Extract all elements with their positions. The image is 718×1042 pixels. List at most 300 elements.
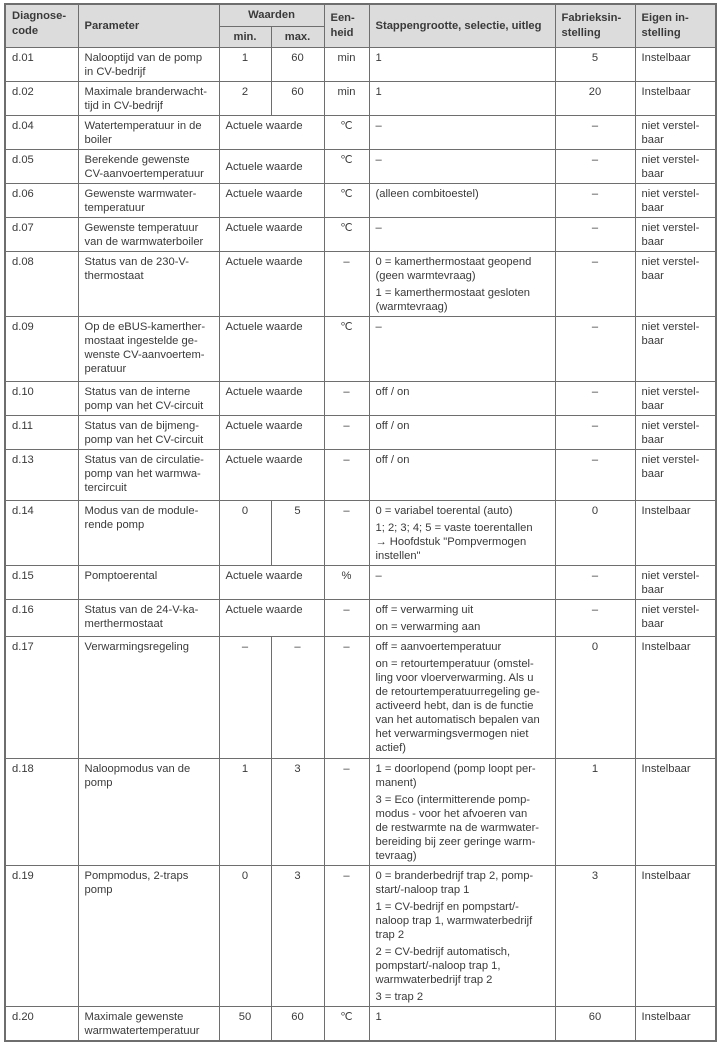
table-row [5,115,716,149]
cell-step-explanation [369,217,555,251]
cell-min: 0 [219,865,271,1006]
cell-parameter [78,81,219,115]
header-diagnose-code [5,4,78,47]
explanation-paragraph [376,221,549,235]
explanation-paragraph [376,286,549,314]
cell-unit: – [324,599,369,636]
explanation-line: trap 2 [375,928,405,941]
table-row [5,565,716,599]
explanation-line: on = verwarming aan [375,620,481,633]
cell-unit: – [324,415,369,449]
cell-own-setting [635,500,716,565]
explanation-line: – [375,153,382,166]
cell-max: 60 [271,81,324,115]
cell-unit: ℃ [324,149,369,183]
cell-step-explanation [369,758,555,865]
explanation-paragraph [376,900,549,942]
parameter-line: boiler [84,133,112,146]
explanation-paragraph [376,762,549,790]
cell-factory-setting: – [555,599,635,636]
cell-min: 1 [219,758,271,865]
cell-min: 1 [219,47,271,81]
header-stappengrootte: Stappengrootte, selectie, uitleg [369,4,555,47]
cell-actual-value: Actuele waarde [219,565,324,599]
parameter-line: Gewenste temperatuur [84,221,199,234]
own-setting-line: Instelbaar [641,504,691,517]
own-setting-line: baar [641,583,664,596]
cell-code: d.05 [5,149,78,183]
table-row [5,449,716,500]
cell-parameter [78,183,219,217]
explanation-paragraph [376,869,549,897]
own-setting-line: niet verstel- [641,119,700,132]
cell-step-explanation [369,449,555,500]
header-parameter: Parameter [78,4,219,47]
explanation-line: 2 = CV-bedrijf automatisch, [375,945,511,958]
explanation-line: 0 = variabel toerental (auto) [375,504,513,517]
cell-unit: min [324,81,369,115]
cell-parameter [78,149,219,183]
cell-max: 3 [271,865,324,1006]
header-eenheid [324,4,369,47]
header-waarden: Waarden [219,4,324,26]
parameter-line: Watertemperatuur in de [84,119,202,132]
own-setting-line: baar [641,399,664,412]
cell-step-explanation [369,251,555,316]
cell-parameter [78,381,219,415]
parameter-line: Modus van de module- [84,504,199,517]
cell-unit: – [324,865,369,1006]
explanation-line: 3 = Eco (intermitterende pomp- [375,793,531,806]
cell-max: 3 [271,758,324,865]
explanation-paragraph [376,1010,549,1024]
own-setting-line: baar [641,269,664,282]
explanation-line: – [375,221,382,234]
cell-parameter [78,565,219,599]
parameter-line: warmwatertemperatuur [84,1024,200,1037]
cell-step-explanation [369,115,555,149]
cell-code: d.06 [5,183,78,217]
cell-own-setting [635,47,716,81]
cell-step-explanation [369,381,555,415]
explanation-line: instellen" [375,549,421,562]
own-setting-line: niet verstel- [641,385,700,398]
own-setting-line: baar [641,133,664,146]
explanation-line: 1 = CV-bedrijf en pompstart/- [375,900,519,913]
own-setting-line: baar [641,617,664,630]
explanation-line: actief) [375,741,406,754]
own-setting-line: niet verstel- [641,187,700,200]
header-eigen-instelling-line: stelling [641,27,681,40]
cell-code: d.13 [5,449,78,500]
parameter-line: merthermostaat [84,617,163,630]
own-setting-line: baar [641,167,664,180]
cell-code: d.20 [5,1006,78,1041]
cell-unit: – [324,381,369,415]
cell-parameter [78,500,219,565]
cell-step-explanation [369,149,555,183]
explanation-line: activeerd hebt, dan is de functie [375,699,534,712]
header-fabrieksinstelling [555,4,635,47]
cell-own-setting [635,251,716,316]
cell-max: 60 [271,47,324,81]
parameter-line: Verwarmingsregeling [84,640,189,653]
parameter-line: in CV-bedrijf [84,65,146,78]
parameter-line: Maximale branderwacht- [84,85,207,98]
cell-step-explanation [369,865,555,1006]
cell-factory-setting: 0 [555,636,635,758]
cell-own-setting [635,636,716,758]
table-row [5,415,716,449]
parameter-line: Maximale gewenste [84,1010,184,1023]
parameter-line: thermostaat [84,269,144,282]
explanation-line: – [375,320,382,333]
explanation-paragraph [376,453,549,467]
cell-own-setting [635,599,716,636]
header-eenheid-line: heid [330,27,354,40]
explanation-paragraph [376,504,549,518]
table-row [5,47,716,81]
parameter-line: tijd in CV-bedrijf [84,99,163,112]
own-setting-line: niet verstel- [641,221,700,234]
explanation-line: 1 [375,1010,382,1023]
cell-code: d.08 [5,251,78,316]
explanation-paragraph [376,945,549,987]
explanation-line: naloop trap 1, warmwaterbedrijf [375,914,533,927]
explanation-line: on = retourtemperatuur (omstel- [375,657,534,670]
cell-step-explanation [369,500,555,565]
cell-parameter [78,636,219,758]
parameter-line: temperatuur [84,201,145,214]
cell-own-setting [635,381,716,415]
cell-max: 60 [271,1006,324,1041]
diagnose-codes-table [4,3,717,1042]
cell-code: d.15 [5,565,78,599]
cell-code: d.02 [5,81,78,115]
cell-parameter [78,251,219,316]
explanation-line: off / on [375,385,410,398]
cell-actual-value: Actuele waarde [219,251,324,316]
explanation-paragraph [376,255,549,283]
cell-step-explanation [369,81,555,115]
cell-code: d.11 [5,415,78,449]
cell-own-setting [635,758,716,865]
cell-code: d.10 [5,381,78,415]
cell-parameter [78,865,219,1006]
cell-unit: % [324,565,369,599]
header-fabrieksinstelling-line: stelling [561,27,601,40]
explanation-line: 1 [375,85,382,98]
explanation-line: van het automatisch bepalen van [375,713,540,726]
header-min: min. [219,26,271,47]
cell-unit: min [324,47,369,81]
explanation-paragraph [376,187,549,201]
table-row [5,217,716,251]
cell-own-setting [635,449,716,500]
explanation-paragraph [376,153,549,167]
parameter-line: pomp van het warmwa- [84,467,201,480]
explanation-paragraph [376,793,549,863]
cell-unit: – [324,758,369,865]
own-setting-line: Instelbaar [641,869,691,882]
cell-actual-value: Actuele waarde [219,115,324,149]
explanation-paragraph [376,119,549,133]
parameter-line: pomp van het CV-circuit [84,399,204,412]
explanation-line: het verwarmingsvermogen niet [375,727,529,740]
cell-parameter [78,415,219,449]
cell-factory-setting: – [555,565,635,599]
parameter-line: peratuur [84,362,127,375]
parameter-line: Pompmodus, 2-traps [84,869,189,882]
cell-step-explanation [369,636,555,758]
cell-code: d.18 [5,758,78,865]
own-setting-line: niet verstel- [641,255,700,268]
cell-factory-setting: – [555,217,635,251]
explanation-paragraph [376,603,549,617]
explanation-line: de retourtemperatuurregeling ge- [375,685,540,698]
explanation-paragraph [376,569,549,583]
explanation-line: 1; 2; 3; 4; 5 = vaste toerentallen [375,521,533,534]
own-setting-line: Instelbaar [641,85,691,98]
explanation-line: off / on [375,453,410,466]
cell-own-setting [635,1006,716,1041]
own-setting-line: niet verstel- [641,419,700,432]
parameter-line: Status van de 230-V- [84,255,189,268]
cell-factory-setting: – [555,415,635,449]
own-setting-line: niet verstel- [641,603,700,616]
parameter-line: pomp van het CV-circuit [84,433,204,446]
cell-unit: ℃ [324,316,369,381]
cell-factory-setting: 60 [555,1006,635,1041]
cell-parameter [78,115,219,149]
explanation-paragraph [376,320,549,334]
cell-step-explanation [369,1006,555,1041]
explanation-line: warmwaterbedrijf trap 2 [375,973,493,986]
parameter-line: wenste CV-aanvoertem- [84,348,205,361]
cell-factory-setting: – [555,449,635,500]
header-diagnose-code-line: Diagnose- [12,10,67,22]
explanation-line: modus - voor het afvoeren van [375,807,528,820]
parameter-line: Status van de circulatie- [84,453,204,466]
cell-unit: ℃ [324,1006,369,1041]
cell-unit: ℃ [324,217,369,251]
cell-factory-setting: – [555,251,635,316]
cell-actual-value: Actuele waarde [219,217,324,251]
cell-parameter [78,449,219,500]
own-setting-line: baar [641,467,664,480]
explanation-line: → Hoofdstuk "Pompvermogen [375,535,527,548]
own-setting-line: niet verstel- [641,153,700,166]
cell-factory-setting: – [555,149,635,183]
cell-actual-value: Actuele waarde [219,381,324,415]
cell-own-setting [635,217,716,251]
own-setting-line: niet verstel- [641,320,700,333]
cell-code: d.01 [5,47,78,81]
cell-step-explanation [369,599,555,636]
own-setting-line: niet verstel- [641,569,700,582]
own-setting-line: baar [641,334,664,347]
own-setting-line: Instelbaar [641,51,691,64]
cell-unit: – [324,251,369,316]
cell-factory-setting: – [555,381,635,415]
cell-code: d.04 [5,115,78,149]
explanation-paragraph [376,85,549,99]
cell-parameter [78,1006,219,1041]
parameter-line: Status van de 24-V-ka- [84,603,199,616]
cell-parameter [78,758,219,865]
table-row [5,865,716,1006]
explanation-line: manent) [375,776,417,789]
cell-code: d.16 [5,599,78,636]
cell-factory-setting: 20 [555,81,635,115]
cell-code: d.07 [5,217,78,251]
explanation-paragraph [376,521,549,563]
explanation-line: off / on [375,419,410,432]
table-row [5,758,716,865]
cell-actual-value: Actuele waarde [219,183,324,217]
explanation-paragraph [376,385,549,399]
parameter-line: pomp [84,883,113,896]
table-row [5,183,716,217]
cell-code: d.09 [5,316,78,381]
cell-max: – [271,636,324,758]
header-max: max. [271,26,324,47]
own-setting-line: Instelbaar [641,1010,691,1023]
header-diagnose-code-line: code [12,25,39,37]
table-body [5,47,716,1041]
header-eigen-instelling-line: Eigen in- [641,12,689,25]
parameter-line: CV-aanvoertemperatuur [84,167,204,180]
parameter-line: Gewenste warmwater- [84,187,197,200]
explanation-paragraph [376,419,549,433]
explanation-line: – [375,119,382,132]
cell-parameter [78,47,219,81]
cell-factory-setting: – [555,115,635,149]
cell-parameter [78,316,219,381]
cell-actual-value: Actuele waarde [219,316,324,381]
cell-own-setting [635,115,716,149]
parameter-line: mostaat ingestelde ge- [84,334,198,347]
parameter-line: Pomptoerental [84,569,158,582]
cell-own-setting [635,316,716,381]
cell-unit: ℃ [324,115,369,149]
cell-unit: ℃ [324,183,369,217]
explanation-line: off = verwarming uit [375,603,474,616]
header-eenheid-line: Een- [330,12,355,25]
explanation-line: 1 [375,51,382,64]
cell-min: 50 [219,1006,271,1041]
table-row [5,381,716,415]
table-row [5,599,716,636]
explanation-line: – [375,569,382,582]
explanation-line: bereiding bij zeer geringe warm- [375,835,536,848]
explanation-line: start/-naloop trap 1 [375,883,470,896]
cell-step-explanation [369,565,555,599]
explanation-line: pompstart/-naloop trap 1, [375,959,501,972]
explanation-line: (warmtevraag) [375,300,448,313]
cell-actual-value: Actuele waarde [219,415,324,449]
explanation-paragraph [376,990,549,1004]
explanation-line: 1 = doorlopend (pomp loopt per- [375,762,536,775]
cell-unit: – [324,636,369,758]
cell-min: 2 [219,81,271,115]
parameter-line: pomp [84,776,113,789]
parameter-line: Nalooptijd van de pomp [84,51,203,64]
cell-parameter [78,599,219,636]
explanation-paragraph [376,620,549,634]
explanation-line: 1 = kamerthermostaat gesloten [375,286,531,299]
explanation-line: tevraag) [375,849,417,862]
cell-unit: – [324,449,369,500]
cell-own-setting [635,149,716,183]
explanation-line: (geen warmtevraag) [375,269,476,282]
own-setting-line: baar [641,201,664,214]
table-row [5,316,716,381]
explanation-line: 0 = branderbedrijf trap 2, pomp- [375,869,534,882]
parameter-line: Berekende gewenste [84,153,190,166]
cell-actual-value: Actuele waarde [219,599,324,636]
own-setting-line: Instelbaar [641,640,691,653]
cell-factory-setting: – [555,316,635,381]
cell-step-explanation [369,415,555,449]
cell-step-explanation [369,316,555,381]
cell-min: – [219,636,271,758]
cell-actual-value: Actuele waarde [219,449,324,500]
table-row [5,500,716,565]
table-row [5,1006,716,1041]
table-row [5,81,716,115]
cell-own-setting [635,865,716,1006]
table-row [5,251,716,316]
own-setting-line: niet verstel- [641,453,700,466]
explanation-line: (alleen combitoestel) [375,187,479,200]
parameter-line: Status van de bijmeng- [84,419,199,432]
explanation-paragraph [376,51,549,65]
cell-factory-setting: – [555,183,635,217]
parameter-line: tercircuit [84,481,127,494]
explanation-line: de restwarmte na de warmwater- [375,821,540,834]
explanation-line: off = aanvoertemperatuur [375,640,502,653]
cell-factory-setting: 5 [555,47,635,81]
cell-actual-value: Actuele waarde [219,149,324,183]
table-row [5,149,716,183]
header-fabrieksinstelling-line: Fabrieksin- [561,12,622,25]
explanation-paragraph [376,640,549,654]
cell-factory-setting: 3 [555,865,635,1006]
explanation-paragraph [376,657,549,755]
explanation-line: 0 = kamerthermostaat geopend [375,255,532,268]
parameter-line: van de warmwaterboiler [84,235,204,248]
cell-factory-setting: 1 [555,758,635,865]
table-row [5,636,716,758]
cell-own-setting [635,81,716,115]
cell-max: 5 [271,500,324,565]
header-eigen-instelling [635,4,716,47]
parameter-line: rende pomp [84,518,145,531]
cell-min: 0 [219,500,271,565]
parameter-line: Op de eBUS-kamerther- [84,320,206,333]
cell-factory-setting: 0 [555,500,635,565]
explanation-line: 3 = trap 2 [375,990,424,1003]
explanation-line: ling voor vloerverwarming. Als u [375,671,534,684]
table-header [5,4,716,47]
cell-code: d.19 [5,865,78,1006]
cell-code: d.17 [5,636,78,758]
cell-unit: – [324,500,369,565]
cell-parameter [78,217,219,251]
cell-step-explanation [369,183,555,217]
cell-own-setting [635,183,716,217]
